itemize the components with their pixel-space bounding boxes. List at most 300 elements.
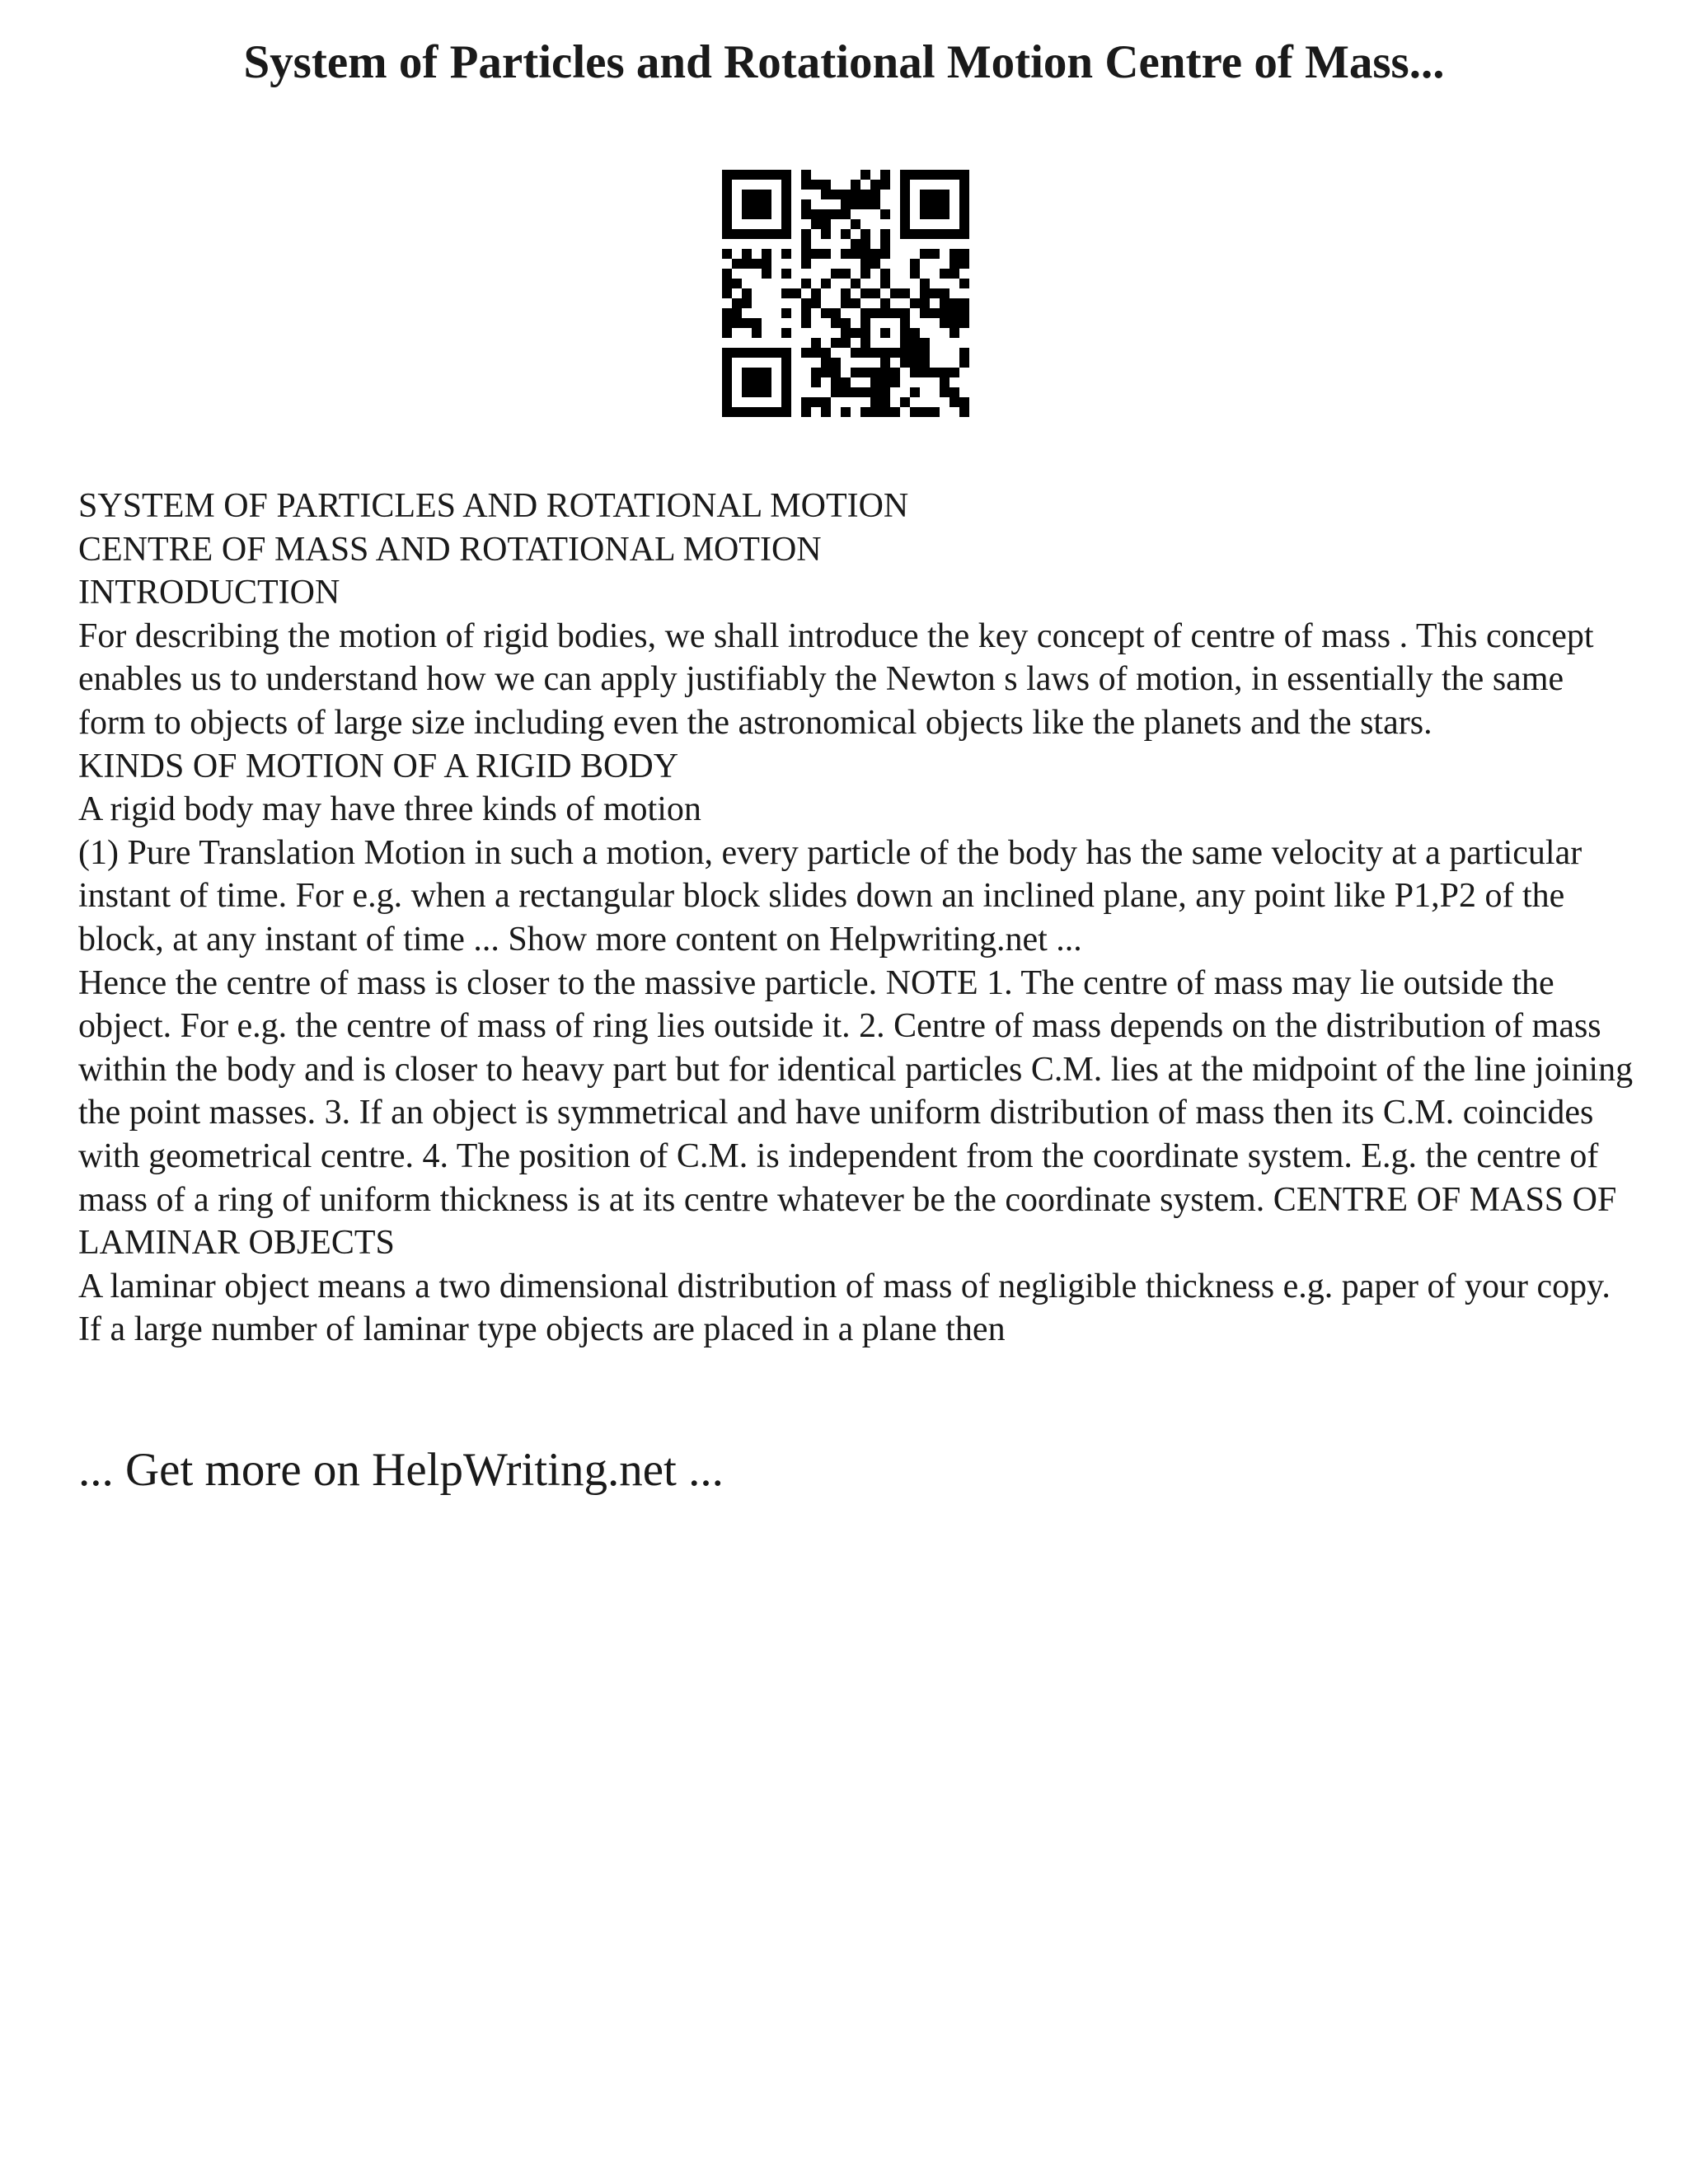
qr-module	[959, 259, 969, 269]
qr-module	[831, 308, 841, 318]
qr-module	[959, 229, 969, 239]
qr-module	[900, 397, 910, 407]
qr-module	[801, 170, 811, 180]
qr-module	[920, 279, 930, 288]
document-body	[78, 485, 1636, 1352]
qr-module	[722, 190, 732, 199]
qr-module	[781, 407, 791, 417]
qr-module	[732, 259, 742, 269]
qr-module	[950, 249, 959, 259]
qr-module	[900, 199, 910, 209]
qr-module	[781, 397, 791, 407]
qr-module	[841, 328, 851, 338]
qr-module	[880, 377, 890, 387]
qr-module	[890, 368, 900, 377]
qr-module	[722, 377, 732, 387]
qr-module	[870, 308, 880, 318]
qr-module	[940, 387, 950, 397]
qr-module	[930, 229, 940, 239]
qr-module	[841, 209, 851, 219]
qr-module	[870, 180, 880, 190]
qr-module	[811, 219, 821, 229]
qr-module	[880, 279, 890, 288]
qr-module	[752, 199, 762, 209]
qr-module	[860, 269, 870, 279]
qr-module	[880, 180, 890, 190]
qr-module	[940, 229, 950, 239]
qr-module	[870, 368, 880, 377]
qr-module	[722, 288, 732, 298]
qr-module	[910, 348, 920, 358]
qr-module	[831, 209, 841, 219]
qr-module	[940, 308, 950, 318]
qr-module	[811, 368, 821, 377]
qr-module	[742, 368, 752, 377]
qr-module	[920, 229, 930, 239]
qr-module	[920, 368, 930, 377]
qr-module	[860, 170, 870, 180]
qr-module	[959, 407, 969, 417]
paragraph-centre-of-mass-notes: Hence the centre of mass is closer to the massive particle. NOTE 1. The centre of mass may lie outside the object. For e.g. the centre of mass of ring lies outside it. 2. Centre of mass depends on the distribution of mass within the body and is closer to heavy part but for identical particles C.M. lies at the midpoint of the line joining the point masses. 3. If an object is symmetrical and have uniform distribution of mass then its C.M. coincides with geometrical centre. 4. The position of C.M. is independent from the coordinate system. E.g. the centre of mass of a ring of uniform thickness is at its centre whatever be the coordinate system. CENTRE OF MASS OF LAMINAR OBJECTS	[78, 963, 1634, 1263]
qr-module	[762, 229, 771, 239]
qr-module	[880, 269, 890, 279]
qr-module	[860, 328, 870, 338]
qr-module	[722, 328, 732, 338]
qr-module	[821, 180, 831, 190]
qr-module	[870, 407, 880, 417]
qr-module	[900, 318, 910, 328]
qr-module	[841, 298, 851, 308]
qr-module	[900, 328, 910, 338]
qr-module	[910, 368, 920, 377]
qr-module	[851, 180, 860, 190]
qr-module	[880, 348, 890, 358]
qr-module	[860, 407, 870, 417]
qr-module	[781, 377, 791, 387]
qr-module	[950, 269, 959, 279]
qr-module	[821, 368, 831, 377]
qr-module	[851, 219, 860, 229]
qr-module	[752, 318, 762, 328]
qr-module	[811, 298, 821, 308]
qr-module	[831, 368, 841, 377]
qr-module	[841, 377, 851, 387]
qr-module	[811, 249, 821, 259]
qr-module	[851, 387, 860, 397]
qr-module	[742, 298, 752, 308]
qr-module	[752, 190, 762, 199]
qr-module	[841, 387, 851, 397]
qr-module	[920, 358, 930, 368]
qr-module	[752, 377, 762, 387]
qr-module	[732, 170, 742, 180]
qr-module	[880, 298, 890, 308]
qr-module	[880, 239, 890, 249]
qr-module	[950, 298, 959, 308]
qr-module	[801, 397, 811, 407]
qr-module	[940, 368, 950, 377]
heading-system-of-particles: SYSTEM OF PARTICLES AND ROTATIONAL MOTION	[78, 487, 909, 525]
qr-module	[959, 358, 969, 368]
qr-module	[771, 229, 781, 239]
page-title: System of Particles and Rotational Motion Centre of Mass...	[243, 36, 1445, 88]
paragraph-laminar-objects: A laminar object means a two dimensional distribution of mass of negligible thickness e.g. paper of your copy. If a large number of laminar type objects are placed in a plane then	[78, 1267, 1611, 1349]
qr-module	[821, 358, 831, 368]
qr-module	[851, 368, 860, 377]
qr-module	[870, 387, 880, 397]
qr-module	[930, 199, 940, 209]
qr-module	[831, 387, 841, 397]
qr-module	[950, 308, 959, 318]
qr-module	[910, 170, 920, 180]
qr-module	[900, 288, 910, 298]
qr-module	[781, 219, 791, 229]
qr-module	[959, 318, 969, 328]
qr-module	[811, 180, 821, 190]
qr-module	[900, 229, 910, 239]
qr-module	[870, 259, 880, 269]
heading-kinds-of-motion: KINDS OF MOTION OF A RIGID BODY	[78, 747, 679, 785]
qr-module	[920, 199, 930, 209]
qr-module	[781, 209, 791, 219]
qr-module	[959, 209, 969, 219]
qr-module	[880, 397, 890, 407]
qr-code-icon[interactable]	[722, 170, 969, 417]
qr-module	[880, 229, 890, 239]
qr-module	[930, 308, 940, 318]
paragraph-pure-translation: (1) Pure Translation Motion in such a motion, every particle of the body has the same velocity at a particular instant of time. For e.g. when a rectangular block slides down an inclined plane, any point like P1,P2 of the block, at any instant of time ... Show more content on Helpwriting.net ...	[78, 833, 1582, 958]
qr-module	[851, 348, 860, 358]
qr-module	[762, 199, 771, 209]
qr-module	[870, 190, 880, 199]
qr-module	[752, 229, 762, 239]
qr-module	[801, 259, 811, 269]
qr-module	[890, 407, 900, 417]
paragraph-three-kinds: A rigid body may have three kinds of motion	[78, 790, 701, 829]
qr-module	[722, 368, 732, 377]
qr-module	[732, 229, 742, 239]
qr-module	[860, 259, 870, 269]
qr-module	[860, 348, 870, 358]
qr-module	[950, 170, 959, 180]
qr-module	[900, 338, 910, 348]
qr-module	[959, 249, 969, 259]
qr-module	[781, 368, 791, 377]
qr-module	[870, 397, 880, 407]
qr-module	[821, 209, 831, 219]
qr-module	[742, 249, 752, 259]
qr-module	[900, 209, 910, 219]
qr-module	[930, 288, 940, 298]
qr-module	[722, 199, 732, 209]
qr-module	[732, 318, 742, 328]
qr-module	[821, 249, 831, 259]
qr-module	[900, 180, 910, 190]
qr-module	[722, 407, 732, 417]
qr-module	[860, 387, 870, 397]
qr-module	[781, 288, 791, 298]
qr-module	[742, 348, 752, 358]
qr-module	[920, 348, 930, 358]
qr-module	[732, 407, 742, 417]
qr-module	[742, 209, 752, 219]
qr-module	[831, 358, 841, 368]
qr-module	[890, 308, 900, 318]
qr-module	[910, 358, 920, 368]
qr-module	[860, 239, 870, 249]
qr-module	[910, 328, 920, 338]
qr-module	[801, 348, 811, 358]
qr-module	[860, 229, 870, 239]
qr-module	[950, 387, 959, 397]
qr-module	[910, 229, 920, 239]
qr-module	[940, 298, 950, 308]
qr-module	[752, 259, 762, 269]
qr-module	[811, 397, 821, 407]
qr-module	[811, 377, 821, 387]
qr-module	[752, 368, 762, 377]
qr-module	[841, 249, 851, 259]
qr-module	[752, 387, 762, 397]
qr-module	[950, 397, 959, 407]
qr-module	[910, 298, 920, 308]
qr-module	[762, 377, 771, 387]
qr-module	[781, 269, 791, 279]
qr-module	[732, 298, 742, 308]
qr-module	[950, 328, 959, 338]
qr-module	[811, 338, 821, 348]
qr-module	[920, 407, 930, 417]
qr-module	[959, 180, 969, 190]
qr-module	[811, 348, 821, 358]
qr-module	[940, 288, 950, 298]
qr-module	[722, 358, 732, 368]
qr-module	[722, 318, 732, 328]
qr-module	[959, 279, 969, 288]
qr-module	[781, 308, 791, 318]
qr-module	[742, 407, 752, 417]
qr-module	[910, 269, 920, 279]
qr-module	[722, 308, 732, 318]
qr-module	[841, 407, 851, 417]
qr-module	[801, 249, 811, 259]
qr-module	[920, 338, 930, 348]
qr-module	[870, 199, 880, 209]
qr-module	[910, 259, 920, 269]
qr-module	[910, 407, 920, 417]
qr-module	[752, 348, 762, 358]
qr-module	[801, 308, 811, 318]
qr-module	[781, 387, 791, 397]
qr-module	[742, 190, 752, 199]
qr-module	[851, 199, 860, 209]
qr-module	[801, 199, 811, 209]
qr-module	[762, 368, 771, 377]
qr-module	[801, 298, 811, 308]
qr-module	[900, 170, 910, 180]
qr-module	[742, 259, 752, 269]
qr-module	[880, 358, 890, 368]
qr-module	[880, 249, 890, 259]
heading-centre-of-mass: CENTRE OF MASS AND ROTATIONAL MOTION	[78, 530, 822, 569]
qr-module	[860, 190, 870, 199]
qr-module	[940, 377, 950, 387]
qr-module	[801, 180, 811, 190]
qr-module	[742, 199, 752, 209]
qr-module	[890, 288, 900, 298]
qr-module	[950, 259, 959, 269]
qr-module	[762, 387, 771, 397]
qr-module	[959, 170, 969, 180]
qr-module	[959, 190, 969, 199]
qr-module	[940, 190, 950, 199]
qr-module	[930, 249, 940, 259]
qr-module	[841, 229, 851, 239]
qr-module	[890, 348, 900, 358]
qr-module	[880, 308, 890, 318]
qr-module	[841, 318, 851, 328]
qr-module	[959, 348, 969, 358]
qr-module	[880, 328, 890, 338]
qr-module	[722, 209, 732, 219]
qr-module	[880, 387, 890, 397]
qr-module	[821, 308, 831, 318]
qr-module	[920, 170, 930, 180]
qr-module	[762, 249, 771, 259]
qr-module	[781, 328, 791, 338]
qr-module	[890, 377, 900, 387]
qr-module	[752, 170, 762, 180]
qr-module	[831, 190, 841, 199]
qr-module	[762, 209, 771, 219]
qr-module	[801, 209, 811, 219]
qr-module	[781, 170, 791, 180]
qr-module	[781, 249, 791, 259]
qr-module	[920, 249, 930, 259]
qr-module	[722, 387, 732, 397]
qr-module	[900, 358, 910, 368]
qr-module	[821, 397, 831, 407]
qr-module	[920, 190, 930, 199]
qr-module	[851, 239, 860, 249]
qr-module	[880, 170, 890, 180]
qr-module	[831, 269, 841, 279]
qr-module	[762, 259, 771, 269]
qr-module	[860, 338, 870, 348]
qr-module	[940, 318, 950, 328]
qr-module	[801, 239, 811, 249]
qr-module	[860, 308, 870, 318]
qr-module	[821, 219, 831, 229]
qr-module	[910, 338, 920, 348]
qr-module	[841, 199, 851, 209]
qr-module	[742, 229, 752, 239]
qr-module	[801, 318, 811, 328]
qr-module	[722, 170, 732, 180]
qr-module	[930, 368, 940, 377]
qr-module	[870, 249, 880, 259]
qr-module	[752, 209, 762, 219]
qr-module	[762, 170, 771, 180]
qr-module	[920, 209, 930, 219]
qr-module	[860, 288, 870, 298]
qr-module	[920, 288, 930, 298]
qr-module	[742, 387, 752, 397]
qr-module	[771, 170, 781, 180]
qr-module	[851, 328, 860, 338]
qr-module	[821, 279, 831, 288]
qr-module	[950, 368, 959, 377]
qr-module	[762, 407, 771, 417]
qr-module	[900, 219, 910, 229]
qr-module	[851, 298, 860, 308]
qr-module	[920, 308, 930, 318]
qr-module	[722, 348, 732, 358]
qr-module	[831, 318, 841, 328]
qr-module	[821, 407, 831, 417]
qr-module	[851, 279, 860, 288]
qr-module	[801, 407, 811, 417]
qr-module	[841, 190, 851, 199]
qr-module	[860, 368, 870, 377]
qr-module	[930, 209, 940, 219]
qr-module	[771, 407, 781, 417]
qr-module	[841, 288, 851, 298]
qr-module	[880, 209, 890, 219]
qr-module	[870, 348, 880, 358]
qr-module	[860, 318, 870, 328]
qr-module	[722, 249, 732, 259]
qr-module	[930, 170, 940, 180]
qr-module	[752, 328, 762, 338]
qr-module	[722, 269, 732, 279]
qr-module	[900, 348, 910, 358]
qr-module	[742, 377, 752, 387]
qr-module	[762, 190, 771, 199]
get-more-link[interactable]: ... Get more on HelpWriting.net ...	[78, 1444, 724, 1496]
qr-module	[851, 190, 860, 199]
qr-module	[930, 407, 940, 417]
qr-module	[959, 298, 969, 308]
qr-module	[959, 199, 969, 209]
qr-module	[950, 229, 959, 239]
qr-module	[722, 397, 732, 407]
qr-module	[742, 170, 752, 180]
qr-module	[722, 180, 732, 190]
qr-module	[781, 199, 791, 209]
qr-module	[940, 209, 950, 219]
heading-introduction: INTRODUCTION	[78, 574, 340, 612]
qr-module	[831, 338, 841, 348]
qr-module	[781, 229, 791, 239]
qr-module	[742, 288, 752, 298]
qr-module	[801, 279, 811, 288]
qr-module	[781, 190, 791, 199]
qr-module	[722, 219, 732, 229]
qr-module	[811, 209, 821, 219]
qr-module	[821, 190, 831, 199]
qr-module	[762, 269, 771, 279]
qr-module	[910, 387, 920, 397]
qr-module	[732, 308, 742, 318]
qr-module	[752, 407, 762, 417]
qr-module	[860, 249, 870, 259]
qr-module	[959, 308, 969, 318]
qr-module	[940, 170, 950, 180]
qr-module	[781, 180, 791, 190]
qr-module	[722, 229, 732, 239]
qr-module	[762, 348, 771, 358]
